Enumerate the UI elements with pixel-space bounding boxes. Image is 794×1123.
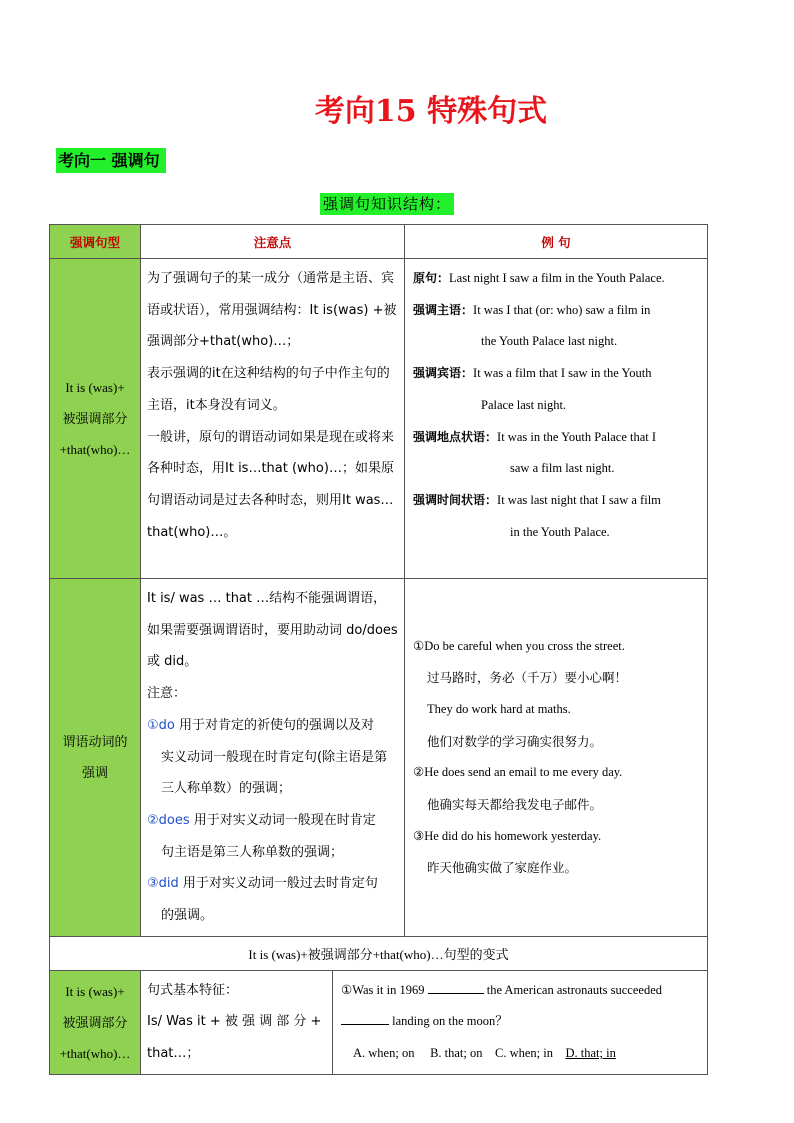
- option-c: C. when; in: [495, 1046, 553, 1061]
- header-examples: 例 句: [405, 225, 708, 259]
- option-a: A. when; on: [353, 1046, 415, 1061]
- row4-notes: 句式基本特征： Is/ Was it + 被 强 调 部 分 + that…；: [141, 970, 333, 1074]
- table-row: [50, 970, 708, 1074]
- row2-type: 谓语动词的 强调: [50, 579, 141, 937]
- table-row: [50, 579, 708, 937]
- row1-type: It is (was)+ 被强调部分 +that(who)…: [50, 259, 141, 579]
- option-b: B. that; on: [430, 1046, 483, 1061]
- variant-heading: It is (was)+被强调部分+that(who)…句型的变式: [50, 936, 708, 970]
- table-heading: 强调句知识结构：: [320, 193, 454, 215]
- page-title: 考向15 特殊句式: [314, 94, 548, 129]
- answer-blank: [341, 1012, 389, 1025]
- row2-notes: It is/ was … that …结构不能强调谓语，如果需要强调谓语时，要用助动词 do/does 或 did。 注意： ①do 用于对肯定的祈使句的强调以及对 实义动词一般现在时肯定句(除主语是第三人称单数）的强调； ②does 用于对实义动词一般现在时肯定 句主语是第三人称单数的强调； ③did 用于对实义动词一般过去时肯定句 的强调。: [141, 579, 405, 937]
- answer-blank: [428, 981, 484, 994]
- table-row: [50, 259, 708, 579]
- option-d: D. that; in: [565, 1046, 616, 1061]
- row1-notes: 为了强调句子的某一成分（通常是主语、宾语或状语），常用强调结构：It is(was) +被强调部分+that(who)…； 表示强调的it在这种结构的句子中作主句的主语，it本身没有词义。 一般讲，原句的谓语动词如果是现在或将来各种时态，用It is…that (who)…；如果原句谓语动词是过去各种时态，则用It was… that(who)…。: [141, 259, 405, 579]
- knowledge-table: [49, 224, 708, 1075]
- header-sentence-type: 强调句型: [50, 225, 141, 259]
- table-row: [50, 936, 708, 970]
- row1-examples: 原句：Last night I saw a film in the Youth Palace. 强调主语：It was I that (or: who) saw a film in the Youth Palace last night. 强调宾语：It was a film that I saw in the Youth Palace last night. 强调地点状语：It was in the Youth Palace that I saw a film last night. 强调时间状语：It was last night that I saw a film in the Youth Palace.: [405, 259, 708, 579]
- header-notes: 注意点: [141, 225, 405, 259]
- header-row: [50, 225, 708, 259]
- row4-question: ①Was it in 1969 the American astronauts succeeded landing on the moon？ A. when; on B. that; on C. when; in D. that; in: [333, 970, 708, 1074]
- section-heading: 考向一 强调句: [56, 148, 166, 173]
- row4-type: It is (was)+ 被强调部分 +that(who)…: [50, 970, 141, 1074]
- row2-examples: ①Do be careful when you cross the street. 过马路时，务必（千万）要小心啊！ They do work hard at maths. 他们对数学的学习确实很努力。 ②He does send an email to me every day. 他确实每天都给我发电子邮件。 ③He did do his homework yesterday. 昨天他确实做了家庭作业。: [405, 579, 708, 937]
